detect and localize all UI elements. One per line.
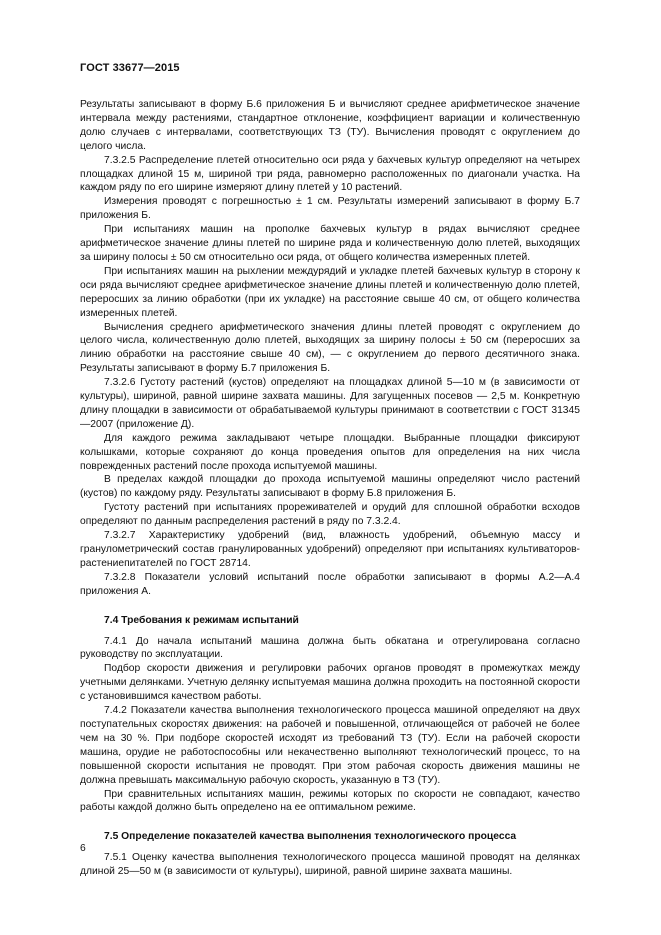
paragraph: 7.3.2.5 Распределение плетей относительно оси ряда у бахчевых культур определяют на четырех площадках длиной 15 м, шириной три ряда, равномерно расположенных по диагонали участка. На каждом ряду по его ширине измеряют длину плетей у 10 растений. [80,154,580,194]
paragraph: 7.3.2.6 Густоту растений (кустов) определяют на площадках длиной 5—10 м (в зависимости от культуры), шириной, равной ширине захвата машины. Для загущенных посевов — 2,5 м. Конкретную длину площадки в зависимости от обрабатываемой культуры принимают в соответствии с ГОСТ 31345—2007 (приложение Д). [80,377,580,430]
paragraph: 7.4.1 До начала испытаний машина должна быть обкатана и отрегулирована согласно руководству по эксплуатации. [80,635,580,661]
document-header: ГОСТ 33677—2015 [80,62,180,74]
paragraph: В пределах каждой площадки до прохода испытуемой машины определяют число растений (кустов) по каждому ряду. Результаты записывают в форму Б.8 приложения Б. [80,474,580,500]
paragraph: 7.3.2.8 Показатели условий испытаний после обработки записывают в формы А.2—А.4 приложения А. [80,571,580,597]
paragraph: 7.5.1 Оценку качества выполнения технологического процесса машиной проводят на делянках длиной 25—50 м (в зависимости от культуры), шириной, равной ширине захвата машины. [80,852,580,878]
paragraph: 7.3.2.7 Характеристику удобрений (вид, влажность удобрений, объемную массу и гранулометрический состав гранулированных удобрений) определяют при испытаниях культиваторов-растениепитателей по ГОСТ 28714. [80,530,580,569]
paragraph: Подбор скорости движения и регулировки рабочих органов проводят в промежутках между учетными делянками. Учетную делянку испытуемая машина должна проходить на постоянной скорости с установившимся качеством работы. [80,663,580,703]
paragraph: Вычисления среднего арифметического значения длины плетей проводят с округлением до целого числа, количественную долю плетей, выходящих за ширину полосы ± 50 см (переросших за линию обработки на расстояние свыше 40 см), — с округлением до первого десятичного знака. Результаты записывают в форму Б.7 приложения Б. [80,321,580,375]
paragraph: При сравнительных испытаниях машин, режимы которых по скорости не совпадают, качество работы каждой должно быть определено на ее оптимальном режиме. [80,788,580,814]
paragraph: 7.4.2 Показатели качества выполнения технологического процесса машиной определяют на двух поступательных скоростях движения: на рабочей и повышенной, отличающейся от рабочей не более чем на 30 %. При подборе скоростей исходят из требований ТЗ (ТУ). Если на рабочей скорости машина, орудие не работоспособны или некачественно выполняют технологический процесс, то на повышенной скорости испытания не проводят. При этом рабочая скорость движения машины не должна превышать максимальную рабочую скорость, указанную в ТЗ (ТУ). [80,705,580,786]
page-number: 6 [80,843,86,854]
paragraph: При испытаниях машин на рыхлении междурядий и укладке плетей бахчевых культур в сторону к оси ряда вычисляют среднее арифметическое значение длины плетей и количественную долю плетей, переросших за линию обработки (при их укладке) на расстояние свыше 40 см, от общего количества измеренных плетей. [80,265,580,319]
document-body [80,98,580,879]
paragraph: Густоту растений при испытаниях прореживателей и орудий для сплошной обработки всходов определяют по данным распределения растений в ряду по 7.3.2.4. [80,502,580,528]
paragraph: Результаты записывают в форму Б.6 приложения Б и вычисляют среднее арифметическое значение интервала между растениями, стандартное отклонение, коэффициент вариации и количественную долю случаев с интервалами, соответствующих ТЗ (ТУ). Вычисления проводят с округлением до целого числа. [80,99,580,152]
section-heading-7-5: 7.5 Определение показателей качества выполнения технологического процесса [104,831,517,843]
paragraph: При испытаниях машин на прополке бахчевых культур в рядах вычисляют среднее арифметическое значение длины плетей по ширине ряда и количественную долю плетей, выходящих за ширину полосы ± 50 см относительно оси ряда, от общего количества измеренных плетей. [80,224,580,263]
section-heading-7-4: 7.4 Требования к режимам испытаний [104,614,299,626]
paragraph: Измерения проводят с погрешностью ± 1 см. Результаты измерений записывают в форму Б.7 приложения Б. [80,196,580,222]
paragraph: Для каждого режима закладывают четыре площадки. Выбранные площадки фиксируют колышками, которые сохраняют до конца проведения опытов для определения на них числа поврежденных растений после прохода испытуемой машины. [80,432,580,472]
